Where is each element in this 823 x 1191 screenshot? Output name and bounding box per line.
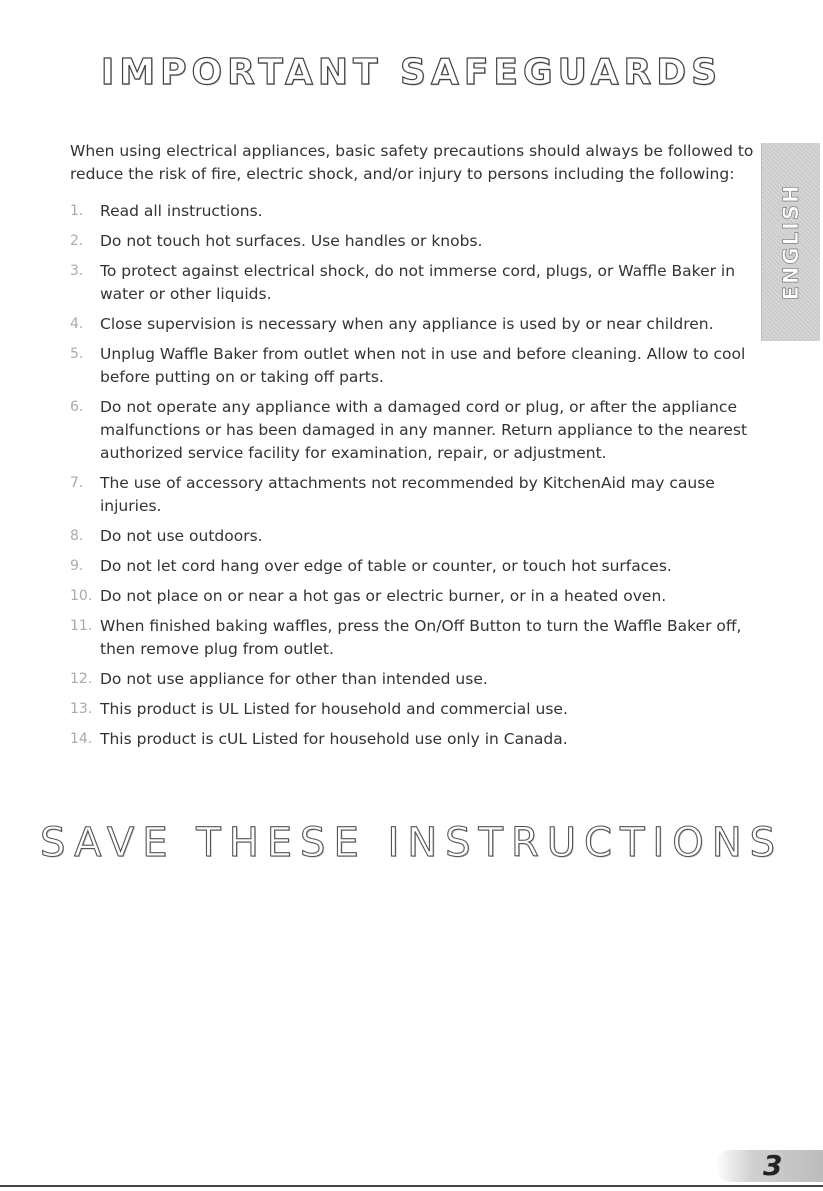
item-text: Do not use outdoors. (100, 527, 263, 545)
item-number: 6. (70, 399, 84, 415)
item-number: 8. (70, 528, 84, 544)
page-title: IMPORTANT SAFEGUARDS (100, 52, 723, 93)
item-text: Close supervision is necessary when any appliance is used by or near children. (100, 315, 714, 333)
safeguards-list (70, 200, 760, 758)
page-number: 3 (763, 1149, 783, 1182)
item-text: The use of accessory attachments not recommended by KitchenAid may cause injuries. (100, 474, 715, 515)
item-text: Read all instructions. (100, 202, 263, 220)
list-item (70, 313, 760, 336)
item-number: 10. (70, 588, 93, 604)
item-number: 13. (70, 701, 93, 717)
page-number-badge (715, 1150, 823, 1182)
list-item (70, 260, 760, 306)
save-instructions-heading: SAVE THESE INSTRUCTIONS (39, 820, 784, 866)
item-text: To protect against electrical shock, do not immerse cord, plugs, or Waffle Baker in water or other liquids. (100, 262, 736, 303)
item-text: This product is cUL Listed for household use only in Canada. (100, 730, 568, 748)
item-number: 7. (70, 475, 84, 491)
list-item (70, 230, 760, 253)
list-item (70, 615, 760, 661)
item-text: Do not let cord hang over edge of table or counter, or touch hot surfaces. (100, 557, 672, 575)
list-item (70, 525, 760, 548)
list-item (70, 343, 760, 389)
list-item (70, 585, 760, 608)
item-number: 2. (70, 233, 84, 249)
item-text: Do not touch hot surfaces. Use handles or knobs. (100, 232, 483, 250)
item-number: 4. (70, 316, 84, 332)
list-item (70, 728, 760, 751)
item-text: Unplug Waffle Baker from outlet when not in use and before cleaning. Allow to cool before putting on or taking off parts. (100, 345, 746, 386)
item-number: 1. (70, 203, 84, 219)
language-tab-label: ENGLISH (779, 183, 803, 301)
item-text: Do not place on or near a hot gas or electric burner, or in a heated oven. (100, 587, 667, 605)
language-tab (761, 143, 820, 341)
intro-paragraph: When using electrical appliances, basic safety precautions should always be followed to reduce the risk of fire, electric shock, and/or injury to persons including the following: (70, 142, 754, 183)
item-text: This product is UL Listed for household and commercial use. (100, 700, 568, 718)
item-number: 14. (70, 731, 93, 747)
item-text: Do not operate any appliance with a damaged cord or plug, or after the appliance malfunctions or has been damaged in any manner. Return appliance to the nearest authorized service facility for examination, repair, or adjustment. (100, 398, 748, 462)
list-item (70, 698, 760, 721)
item-number: 3. (70, 263, 84, 279)
item-text: Do not use appliance for other than intended use. (100, 670, 488, 688)
item-number: 11. (70, 618, 93, 634)
item-number: 12. (70, 671, 93, 687)
item-number: 5. (70, 346, 84, 362)
item-text: When finished baking waffles, press the On/Off Button to turn the Waffle Baker off, then remove plug from outlet. (100, 617, 742, 658)
item-number: 9. (70, 558, 84, 574)
bottom-rule (0, 1185, 823, 1187)
list-item (70, 200, 760, 223)
list-item (70, 472, 760, 518)
list-item (70, 396, 760, 465)
list-item (70, 555, 760, 578)
list-item (70, 668, 760, 691)
